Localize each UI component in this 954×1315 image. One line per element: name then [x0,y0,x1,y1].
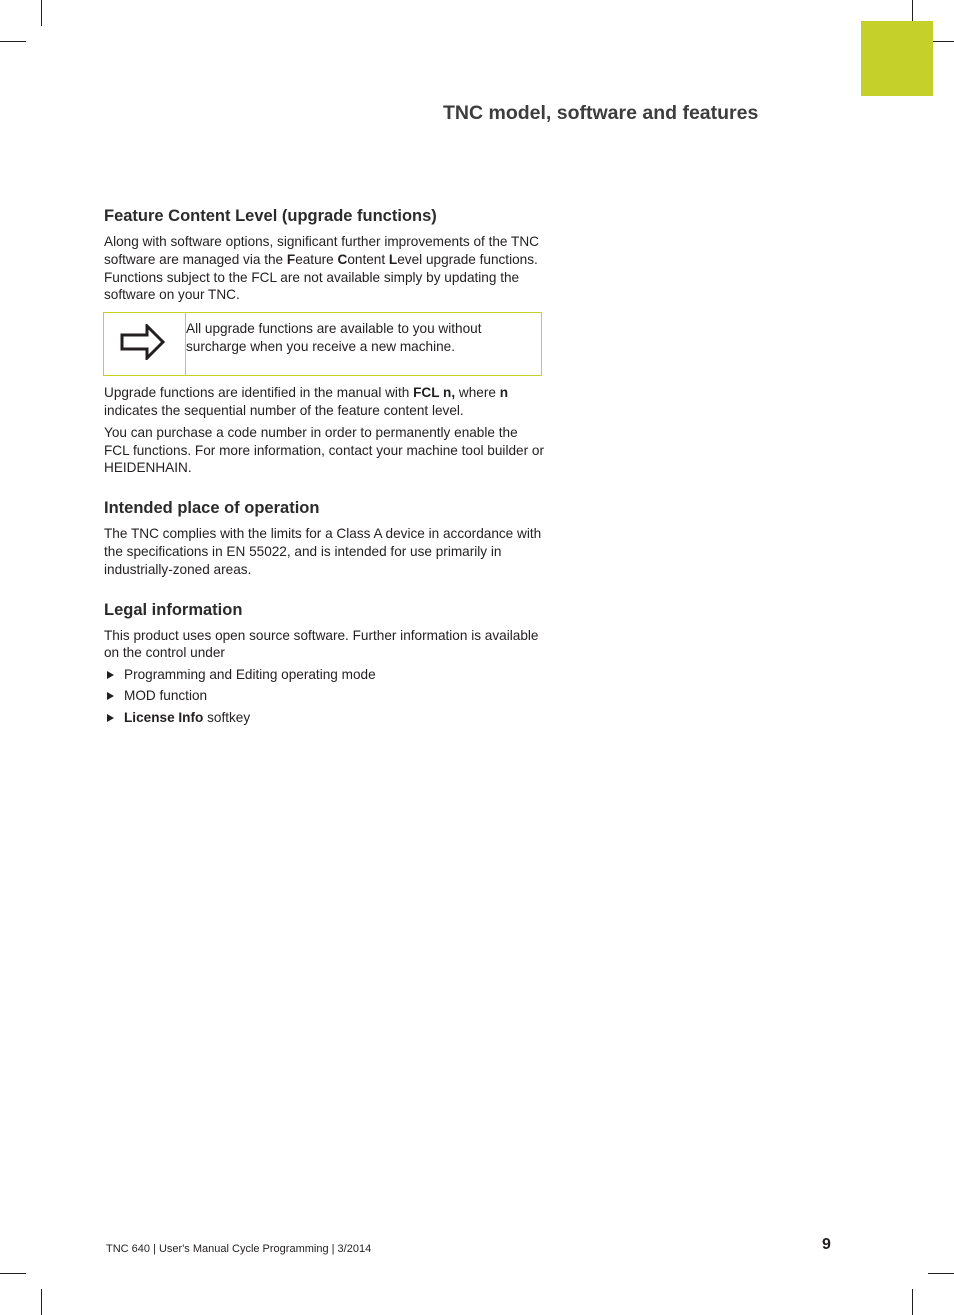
bold-letter: C [337,251,348,267]
section-heading: Feature Content Level (upgrade functions) [104,207,437,225]
section-fcl [104,205,544,477]
paragraph: This product uses open source software. Further information is available on the control under [104,627,539,661]
bold-letter: L [388,251,398,267]
step-list [104,666,544,726]
crop-mark [928,1273,954,1274]
triangle-bullet-icon [107,692,114,700]
page-number: 9 [822,1236,831,1253]
paragraph: The TNC complies with the limits for a Class A device in accordance with the specifications in EN 55022, and is intended for use primarily in industrially-zoned areas. [104,526,542,577]
text: Upgrade functions are identified in the manual with [104,385,414,401]
chapter-tab [861,21,933,96]
text: where [455,385,500,401]
section-heading: Legal information [104,600,243,619]
crop-mark [912,1289,913,1315]
step-text: MOD function [124,688,208,704]
text: indicates the sequential number of the feature content level. [104,402,464,418]
chapter-title: TNC model, software and features [443,102,759,124]
note-text: All upgrade functions are available to you without surcharge when you receive a new machine. [186,321,482,355]
arrow-right-icon [120,324,166,360]
triangle-bullet-icon [107,714,114,722]
bold-letter: F [286,251,296,267]
text: Along with software options, significant further improvements of the TNC software are managed via the [104,234,539,267]
section-legal-information [104,599,544,727]
step-text: Programming and Editing operating mode [124,667,376,683]
note-box [103,312,542,376]
bold-n: n [499,385,509,401]
step-text: softkey [203,709,251,725]
fcl-purchase-paragraph: You can purchase a code number in order to permanently enable the FCL functions. For more information, contact your machine tool builder or HEIDENHAIN. [104,424,544,476]
triangle-bullet-icon [107,671,114,679]
main-content [104,205,544,730]
list-item [104,687,544,705]
crop-mark [41,1289,42,1315]
text: eature [295,251,338,267]
footer-text: TNC 640 | User's Manual Cycle Programming | 3/2014 [106,1243,372,1255]
crop-mark [41,0,42,26]
text: evel upgrade functions. Functions subject to the FCL are not available simply by updating the software on your TNC. [104,251,538,303]
fcl-intro-paragraph [104,233,544,304]
fcl-code: FCL n, [413,385,456,401]
crop-mark [0,41,26,42]
list-item [104,666,544,684]
text: ontent [347,251,389,267]
list-item [104,709,544,727]
section-place-of-operation [104,497,544,578]
fcl-identification-paragraph [104,384,544,420]
section-heading: Intended place of operation [104,499,320,518]
crop-mark [0,1273,26,1274]
softkey-name: License Info [124,709,204,725]
